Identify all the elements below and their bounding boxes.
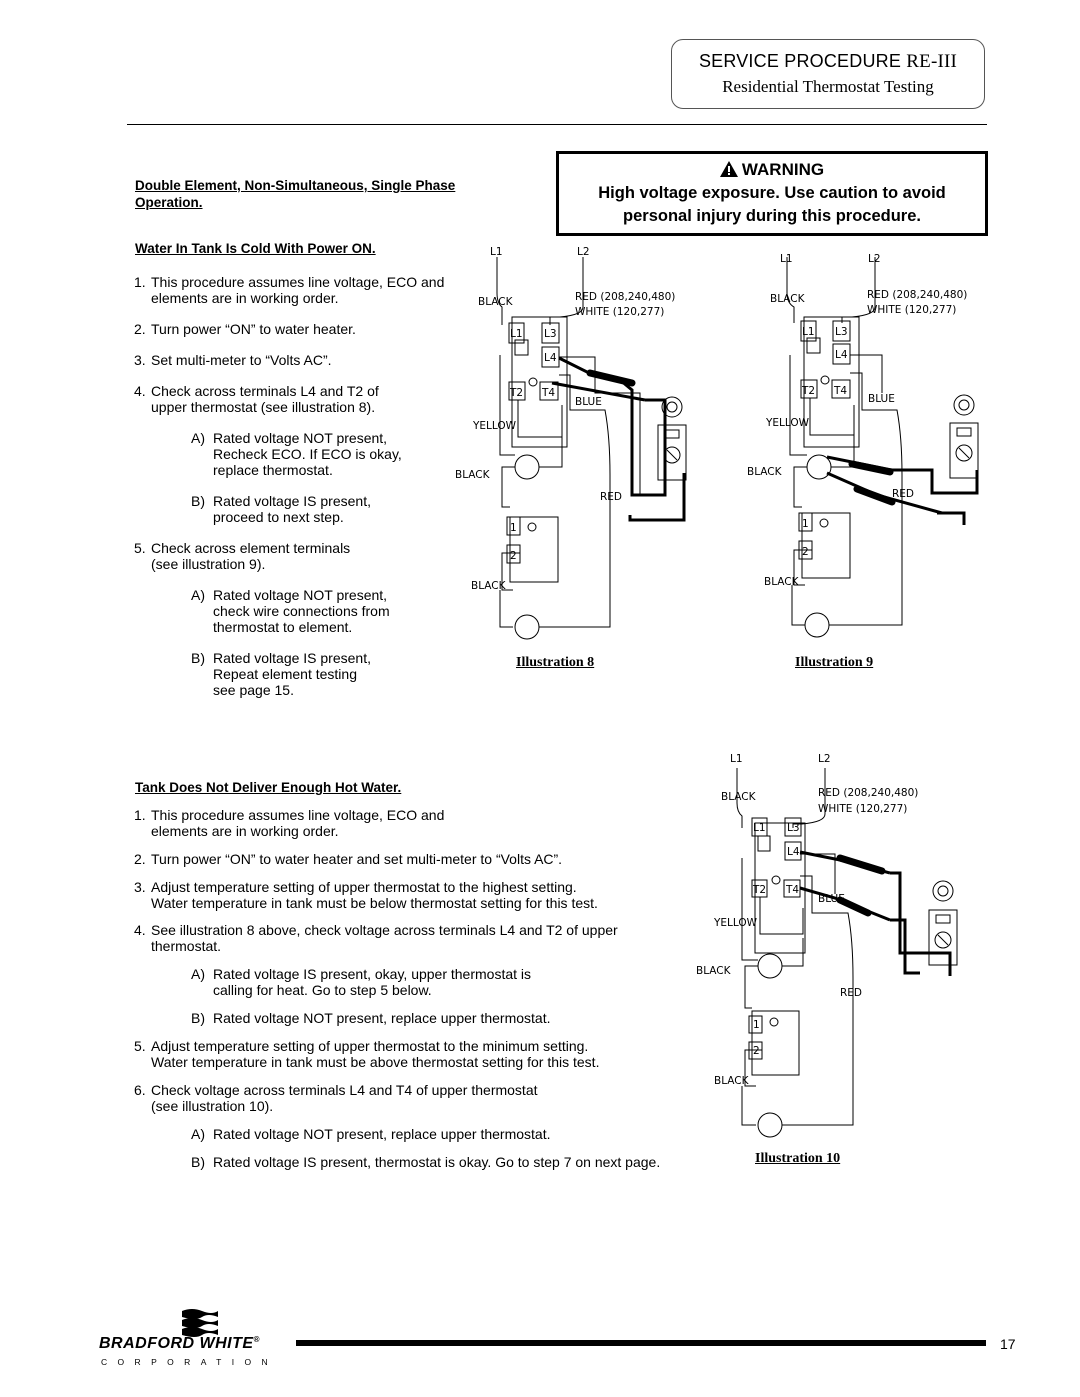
label-black-3: BLACK [764,576,799,588]
header-box [671,39,985,109]
label-red: RED [840,987,863,999]
step-letter: A) [191,1126,205,1142]
illustration-10-diagram [690,748,1000,1158]
step-text: calling for heat. Go to step 5 below. [213,982,432,998]
illustration-9-diagram [747,253,978,637]
label-l4-terminal: L4 [787,846,800,858]
step-text: check wire connections from [213,603,390,619]
step-text: Turn power “ON” to water heater and set multi-meter to “Volts AC”. [151,851,563,867]
label-red-volts: RED (208,240,480) [818,787,919,799]
label-t2-terminal: T2 [802,385,816,397]
step-number: 4. [134,383,146,399]
label-l2: L2 [818,753,831,765]
section1-subheading: Water In Tank Is Cold With Power ON. [135,241,376,256]
warning-line2: personal injury during this procedure. [623,207,921,225]
step-number: 6. [134,1082,146,1098]
label-term-1: 1 [753,1019,760,1031]
step-text: Rated voltage NOT present, replace upper thermostat. [213,1126,551,1142]
label-l3-terminal: L3 [544,328,557,340]
label-red: RED [892,488,915,500]
step-text: thermostat to element. [213,619,353,635]
step-text: Rated voltage IS present, [213,650,371,666]
header-title-prefix: SERVICE PROCEDURE [698,51,902,71]
label-black-2: BLACK [455,469,490,481]
step-text: elements are in working order. [151,290,339,306]
warning-title: WARNING [741,160,825,179]
step-text: Rated voltage IS present, thermostat is okay. Go to step 7 on next page. [213,1154,661,1170]
step-text: upper thermostat (see illustration 8). [151,399,376,415]
label-l1: L1 [730,753,743,765]
list-item [191,1126,724,1142]
label-term-2: 2 [802,546,809,558]
label-l2: L2 [577,246,590,258]
step-text: proceed to next step. [213,509,344,525]
list-item [134,851,724,867]
label-l4-terminal: L4 [835,349,848,361]
step-text: Set multi-meter to “Volts AC”. [151,352,332,368]
section2-subheading: Tank Does Not Deliver Enough Hot Water. [135,780,402,795]
step-number: 1. [134,807,146,823]
wiring-diagrams [440,245,1000,675]
label-black-2: BLACK [696,965,731,977]
header-rule [127,124,987,125]
label-l1-terminal: L1 [510,328,523,340]
section1-heading-line2: Operation. [135,195,203,210]
step-text: elements are in working order. [151,823,339,839]
label-black-3: BLACK [714,1075,749,1087]
brand-corporation: CORPORATION [101,1357,279,1367]
step-text: Rated voltage NOT present, [213,587,388,603]
list-item [191,1010,724,1026]
label-l3-terminal: L3 [787,822,800,834]
step-letter: A) [191,966,205,982]
step-letter: B) [191,1010,205,1026]
step-text: Check across element terminals [151,540,351,556]
step-number: 3. [134,352,146,368]
label-t4-terminal: T4 [542,387,556,399]
list-item [134,1082,724,1114]
label-white-volts: WHITE (120,277) [867,304,957,316]
label-blue: BLUE [818,893,845,905]
illustration-8-caption: Illustration 8 [516,655,595,670]
step-number: 5. [134,540,146,556]
illustration-8-diagram [455,246,686,639]
label-black-3: BLACK [471,580,506,592]
step-text: Check across terminals L4 and T2 of [151,383,379,399]
step-text: Recheck ECO. If ECO is okay, [213,446,402,462]
step-text: Water temperature in tank must be below thermostat setting for this test. [151,895,598,911]
step-text: see page 15. [213,682,294,698]
warning-triangle-icon [720,161,738,182]
label-black: BLACK [721,791,756,803]
label-black: BLACK [478,296,513,308]
label-term-2: 2 [753,1045,760,1057]
label-black-2: BLACK [747,466,782,478]
label-black: BLACK [770,293,805,305]
label-l1-terminal: L1 [802,326,815,338]
warning-box [556,151,988,236]
label-t2-terminal: T2 [753,884,767,896]
list-item [134,922,724,954]
label-white-volts: WHITE (120,277) [818,803,908,815]
label-white-volts: WHITE (120,277) [575,306,665,318]
label-red-volts: RED (208,240,480) [575,291,676,303]
label-yellow: YELLOW [473,420,517,432]
header-subtitle: Residential Thermostat Testing [722,77,934,96]
label-l1-terminal: L1 [753,822,766,834]
step-letter: B) [191,493,205,509]
step-text: Rated voltage IS present, [213,493,371,509]
label-red-volts: RED (208,240,480) [867,289,968,301]
step-text: See illustration 8 above, check voltage across terminals L4 and T2 of upper [151,922,618,938]
step-text: Rated voltage IS present, okay, upper thermostat is [213,966,532,982]
section2-steps [134,807,724,1170]
label-l3-terminal: L3 [835,326,848,338]
label-l1: L1 [490,246,503,258]
section1-heading-line1: Double Element, Non-Simultaneous, Single Phase [135,178,456,193]
step-text: This procedure assumes line voltage, ECO and [151,807,445,823]
label-l2: L2 [868,253,881,265]
list-item [191,1154,724,1170]
page-number: 17 [1000,1336,1016,1352]
label-term-2: 2 [510,550,517,562]
step-number: 4. [134,922,146,938]
illustration-10-caption: Illustration 10 [755,1151,841,1166]
step-number: 5. [134,1038,146,1054]
label-yellow: YELLOW [714,917,758,929]
label-red: RED [600,491,623,503]
step-text: Check voltage across terminals L4 and T4 of upper thermostat [151,1082,538,1098]
brand-text: BRADFORD WHITE [99,1335,254,1352]
step-number: 2. [134,851,146,867]
label-l4-terminal: L4 [544,352,557,364]
step-text: Adjust temperature setting of upper thermostat to the highest setting. [151,879,577,895]
step-text: (see illustration 10). [151,1098,274,1114]
step-number: 1. [134,274,146,290]
label-yellow: YELLOW [766,417,810,429]
label-t2-terminal: T2 [510,387,524,399]
step-text: Turn power “ON” to water heater. [151,321,356,337]
list-item [191,966,724,998]
step-number: 2. [134,321,146,337]
label-term-1: 1 [510,522,517,534]
illustration-9-caption: Illustration 9 [795,655,874,670]
list-item [134,879,724,911]
label-term-1: 1 [802,518,809,530]
step-text: Rated voltage NOT present, replace upper thermostat. [213,1010,551,1026]
list-item [134,807,724,839]
step-letter: B) [191,650,205,666]
footer-bar [296,1340,986,1346]
label-blue: BLUE [868,393,895,405]
label-blue: BLUE [575,396,602,408]
warning-title-row [559,160,985,182]
section1-heading [135,177,455,211]
list-item [134,1038,724,1070]
label-t4-terminal: T4 [786,884,800,896]
step-text: Adjust temperature setting of upper thermostat to the minimum setting. [151,1038,589,1054]
warning-line1: High voltage exposure. Use caution to avoid [598,184,946,202]
label-l1: L1 [780,253,793,265]
step-text: replace thermostat. [213,462,333,478]
label-t4-terminal: T4 [834,385,848,397]
step-letter: A) [191,587,205,603]
step-text: Water temperature in tank must be above thermostat setting for this test. [151,1054,600,1070]
step-text: Repeat element testing [213,666,357,682]
brand-name [99,1335,260,1353]
header-title [672,51,984,73]
registered-mark: ® [253,1335,260,1344]
step-letter: A) [191,430,205,446]
step-text: (see illustration 9). [151,556,266,572]
header-title-code: RE-III [906,51,958,72]
step-number: 3. [134,879,146,895]
step-text: This procedure assumes line voltage, ECO and [151,274,445,290]
step-text: Rated voltage NOT present, [213,430,388,446]
step-text: thermostat. [151,938,222,954]
step-letter: B) [191,1154,205,1170]
